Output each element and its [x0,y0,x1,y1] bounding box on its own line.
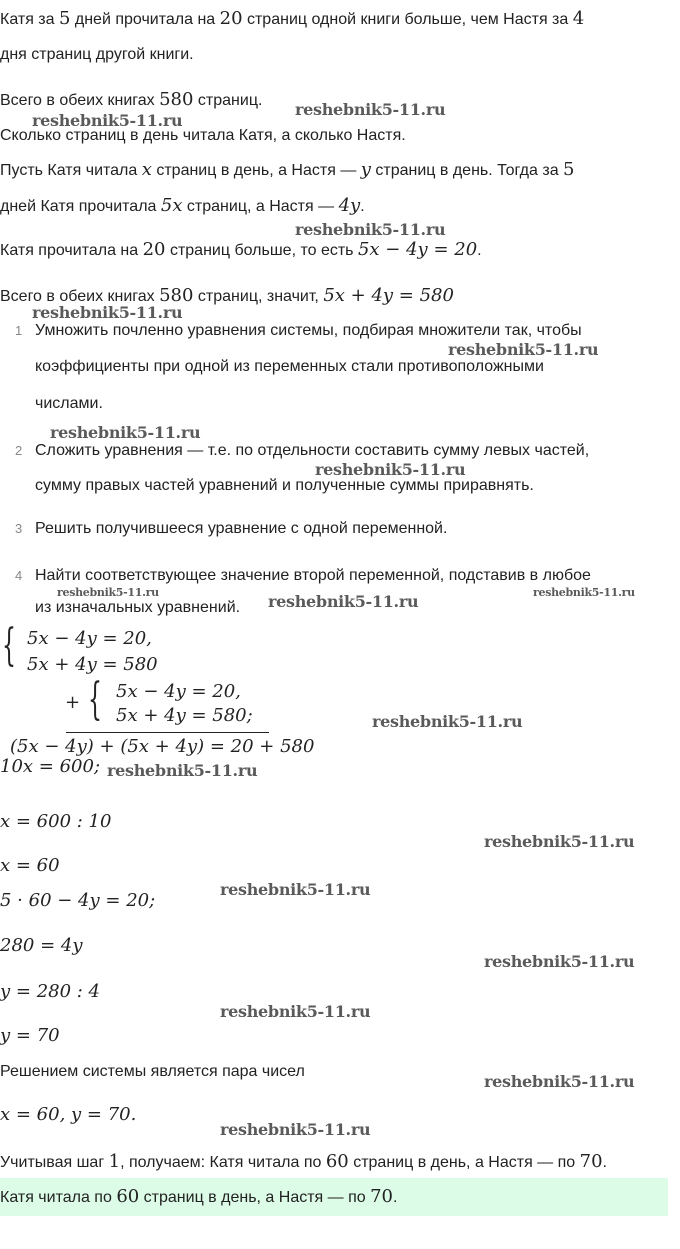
step-text: Решить получившееся уравнение с одной переменной. [35,520,448,537]
text-segment: страниц, значит, [193,288,324,305]
text-line [0,89,262,112]
watermark: reshebnik5-11.ru [484,832,635,851]
text-line [0,811,111,834]
system-eq-2: 5x + 4y = 580 [27,654,158,675]
watermark: reshebnik5-11.ru [57,586,159,599]
brace: { [2,620,16,671]
text-line [0,1186,397,1209]
text-segment: Сколько страниц в день читала Катя, а сколько Настя. [0,127,406,144]
text-segment: страниц в день, а Настя — по [139,1189,371,1206]
text-line [0,159,574,182]
text-line [0,8,584,31]
addition-result: (5x − 4y) + (5x + 4y) = 20 + 580 [10,736,315,757]
math-segment: 5x + 4y = 580 [323,285,454,306]
math-segment: x = 60, y = 70. [0,1104,137,1125]
text-segment: Всего в обеих книгах [0,92,160,109]
math-segment: 70 [370,1186,394,1207]
text-line [0,1061,305,1083]
text-segment: Решением системы является пара чисел [0,1063,305,1080]
step-text: Сложить уравнения — т.е. по отдельности составить сумму левых частей, [35,442,590,459]
text-line [0,756,100,779]
math-segment: y [360,159,371,180]
step-text: из изначальных уравнений. [35,599,241,616]
math-segment: x [141,159,152,180]
step-text: числами. [35,395,103,412]
math-segment: 60 [116,1186,140,1207]
math-segment: 1 [108,1151,121,1172]
math-segment: 5 [563,159,575,180]
step-number: 4 [15,568,23,583]
sum-line [66,732,269,733]
text-segment: страниц, а Настя — [182,198,339,215]
text-segment: страниц в день, а Настя — [151,162,361,179]
text-segment: Катя читала по [0,1189,117,1206]
step-text: коэффициенты при одной из переменных стали противоположными [35,358,544,375]
math-segment: 4y [338,195,361,216]
text-line [0,855,60,878]
step-text: Найти соответствующее значение второй переменной, подставив в любое [35,567,591,584]
text-segment: страниц в день, а Настя — по [348,1154,580,1171]
plus-sign: + [65,692,81,713]
watermark: reshebnik5-11.ru [372,712,523,731]
text-line [0,981,100,1004]
watermark: reshebnik5-11.ru [295,220,446,239]
math-segment: 5x [160,195,183,216]
watermark: reshebnik5-11.ru [220,1120,371,1139]
text-line [0,935,83,958]
text-segment: страниц в день. Тогда за [370,162,564,179]
addition-eq-2: 5x + 4y = 580; [116,705,253,726]
text-segment: Катя прочитала на [0,242,143,259]
text-line [0,1104,136,1127]
text-segment: . [602,1154,607,1171]
watermark: reshebnik5-11.ru [448,340,599,359]
text-line [0,44,194,66]
text-segment: дней Катя прочитала [0,198,161,215]
math-segment: 280 = 4y [0,935,83,956]
math-segment: 10x = 600; [0,756,101,777]
text-segment: страниц. [193,92,263,109]
step-number: 2 [15,443,23,458]
watermark: reshebnik5-11.ru [533,586,635,599]
text-segment: . [477,242,482,259]
math-segment: 580 [159,285,194,306]
math-segment: 5x − 4y = 20 [357,239,478,260]
text-segment: Пусть Катя читала [0,162,142,179]
step-text: Умножить почленно уравнения системы, подбирая множители так, чтобы [35,322,582,339]
math-segment: y = 280 : 4 [0,981,101,1002]
brace: { [88,674,102,725]
watermark: reshebnik5-11.ru [32,303,183,322]
math-segment: 20 [142,239,166,260]
text-segment: дней прочитала на [70,11,220,28]
text-segment: Учитывая шаг [0,1154,109,1171]
watermark: reshebnik5-11.ru [220,880,371,899]
math-segment: x = 60 [0,855,60,876]
watermark: reshebnik5-11.ru [295,100,446,119]
text-segment: . [393,1189,398,1206]
text-segment: Всего в обеих книгах [0,288,160,305]
math-segment: 4 [572,8,585,29]
text-segment: Катя за [0,11,59,28]
math-segment: 60 [325,1151,349,1172]
step-number: 1 [15,323,23,338]
text-line [0,1151,607,1174]
watermark: reshebnik5-11.ru [484,1072,635,1091]
math-segment: 20 [219,8,243,29]
watermark: reshebnik5-11.ru [268,592,419,611]
math-segment: y = 70 [0,1025,60,1046]
watermark: reshebnik5-11.ru [107,761,258,780]
watermark: reshebnik5-11.ru [315,460,466,479]
math-segment: 5 · 60 − 4y = 20; [0,890,156,911]
text-segment: страниц одной книги больше, чем Настя за [242,11,573,28]
watermark: reshebnik5-11.ru [32,111,183,130]
math-segment: 5 [58,8,71,29]
text-segment: , получаем: Катя читала по [120,1154,326,1171]
addition-eq-1: 5x − 4y = 20, [116,681,241,702]
watermark: reshebnik5-11.ru [484,952,635,971]
system-eq-1: 5x − 4y = 20, [27,628,152,649]
text-segment: дня страниц другой книги. [0,46,194,63]
text-line [0,1025,60,1048]
math-segment: x = 600 : 10 [0,811,112,832]
math-segment: 580 [159,89,194,110]
watermark: reshebnik5-11.ru [50,423,201,442]
step-text: сумму правых частей уравнений и полученные суммы приравнять. [35,477,534,494]
text-segment: страниц больше, то есть [165,242,358,259]
step-number: 3 [15,521,23,536]
math-segment: 70 [579,1151,603,1172]
text-line [0,239,482,262]
text-line [0,890,155,913]
watermark: reshebnik5-11.ru [220,1002,371,1021]
text-segment: . [360,198,365,215]
text-line [0,195,365,218]
